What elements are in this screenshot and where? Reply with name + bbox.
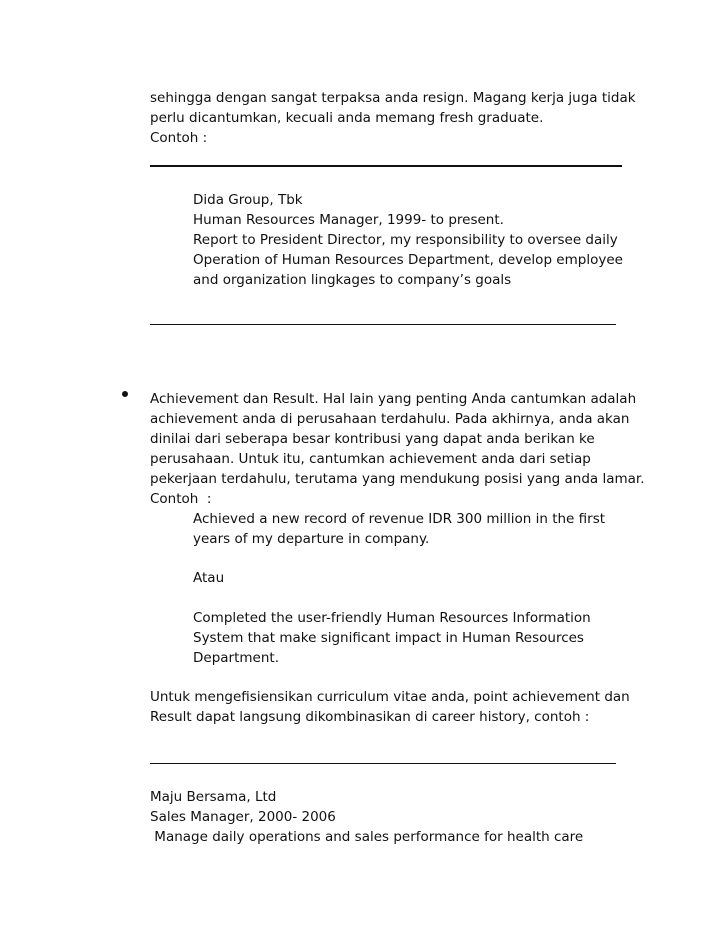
example-job-line: Operation of Human Resources Department, develop employee (193, 252, 623, 268)
bullet-icon (122, 391, 128, 397)
example1-line: years of my departure in company. (193, 531, 430, 547)
example-job-line: Report to President Director, my responsibility to oversee daily (193, 232, 618, 248)
achievement-line: Achievement dan Result. Hal lain yang penting Anda cantumkan adalah (150, 391, 637, 407)
combine-note-line: Untuk mengefisiensikan curriculum vitae anda, point achievement dan (150, 689, 630, 705)
career-line: Manage daily operations and sales performance for health care (150, 829, 584, 845)
intro-line: sehingga dengan sangat terpaksa anda resign. Magang kerja juga tidak (150, 90, 636, 106)
achievement-line: perusahaan. Untuk itu, cantumkan achievement anda dari setiap (150, 451, 591, 467)
example2-line: Department. (193, 650, 279, 666)
underline-rule (150, 324, 616, 325)
example-job-line: Dida Group, Tbk (193, 192, 303, 208)
achievement-line: dinilai dari seberapa besar kontribusi yang dapat anda berikan ke (150, 431, 595, 447)
achievement-line: pekerjaan terdahulu, terutama yang mendukung posisi yang anda lamar. (150, 471, 645, 487)
achievement-line: achievement anda di perusahaan terdahulu. Pada akhirnya, anda akan (150, 411, 630, 427)
example1-line: Achieved a new record of revenue IDR 300 million in the first (193, 511, 606, 527)
example2-line: System that make significant impact in Human Resources (193, 630, 584, 646)
separator-text: Atau (193, 570, 225, 586)
example-job-line: and organization lingkages to company’s goals (193, 272, 512, 288)
example-job-line: Human Resources Manager, 1999- to present. (193, 212, 504, 228)
horizontal-rule (150, 165, 622, 167)
career-line: Maju Bersama, Ltd (150, 789, 277, 805)
example2-line: Completed the user-friendly Human Resources Information (193, 610, 591, 626)
intro-line: Contoh : (150, 130, 208, 146)
underline-rule (150, 763, 616, 764)
career-line: Sales Manager, 2000- 2006 (150, 809, 336, 825)
achievement-line: Contoh : (150, 491, 212, 507)
combine-note-line: Result dapat langsung dikombinasikan di career history, contoh : (150, 709, 590, 725)
intro-line: perlu dicantumkan, kecuali anda memang fresh graduate. (150, 110, 544, 126)
